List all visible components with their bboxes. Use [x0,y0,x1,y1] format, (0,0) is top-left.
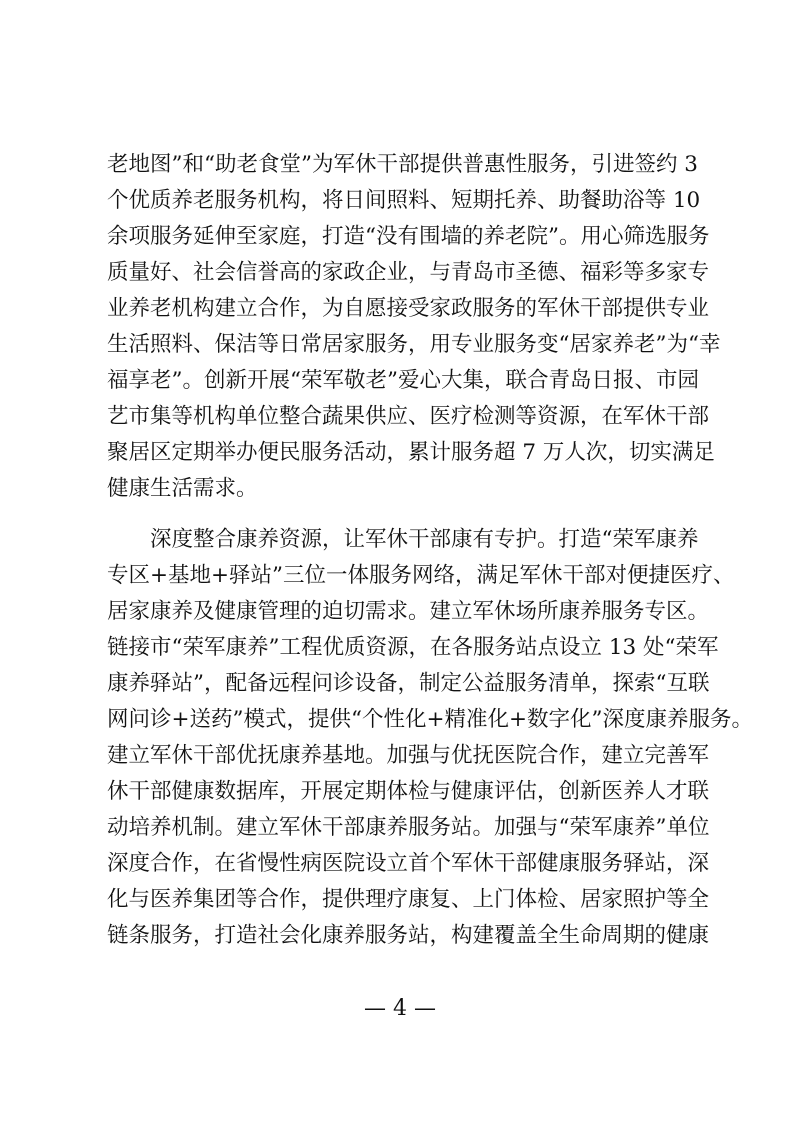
body-text-line: 动培养机制。建立军休干部康养服务站。加强与“荣军康养”单位 [107,815,710,840]
body-text-line: 休干部健康数据库，开展定期体检与健康评估，创新医养人才联 [107,779,710,804]
body-text-line: 建立军休干部优抚康养基地。加强与优抚医院合作，建立完善军 [107,743,710,768]
body-text-line: 专区+基地+驿站”三位一体服务网络，满足军休干部对便捷医疗、 [107,563,735,588]
body-text-line: 福享老”。创新开展“荣军敬老”爱心大集，联合青岛日报、市园 [107,368,699,393]
body-text-line: 艺市集等机构单位整合蔬果供应、医疗检测等资源，在军休干部 [107,404,710,429]
body-text-line: 深度合作，在省慢性病医院设立首个军休干部健康服务驿站，深 [107,851,710,876]
body-text-line: 老地图”和“助老食堂”为军休干部提供普惠性服务，引进签约 3 [107,152,698,177]
body-text-line: 个优质养老服务机构，将日间照料、短期托养、助餐助浴等 10 [107,188,701,213]
body-text-line: 链接市“荣军康养”工程优质资源，在各服务站点设立 13 处“荣军 [107,635,719,660]
body-text-line: 健康生活需求。 [107,476,258,501]
body-text-line: 居家康养及健康管理的迫切需求。建立军休场所康养服务专区。 [107,599,710,624]
body-text-line: 化与医养集团等合作，提供理疗康复、上门体检、居家照护等全 [107,887,710,912]
body-text-line: 康养驿站”，配备远程问诊设备，制定公益服务清单，探索“互联 [107,671,710,696]
page-number: — 4 — [364,996,436,1021]
body-text-line: 深度整合康养资源，让军休干部康有专护。打造“荣军康养 [107,527,699,552]
body-text-line: 网问诊+送药”模式，提供“个性化+精准化+数字化”深度康养服务。 [107,707,754,732]
body-text-line: 余项服务延伸至家庭，打造“没有围墙的养老院”。用心筛选服务 [107,224,710,249]
body-text-line: 链条服务，打造社会化康养服务站，构建覆盖全生命周期的健康 [107,923,710,948]
body-text-line: 业养老机构建立合作，为自愿接受家政服务的军休干部提供专业 [107,296,710,321]
body-text-line: 质量好、社会信誉高的家政企业，与青岛市圣德、福彩等多家专 [107,260,710,285]
body-text-line: 生活照料、保洁等日常居家服务，用专业服务变“居家养老”为“幸 [107,332,721,357]
body-text-line: 聚居区定期举办便民服务活动，累计服务超 7 万人次，切实满足 [107,440,715,465]
